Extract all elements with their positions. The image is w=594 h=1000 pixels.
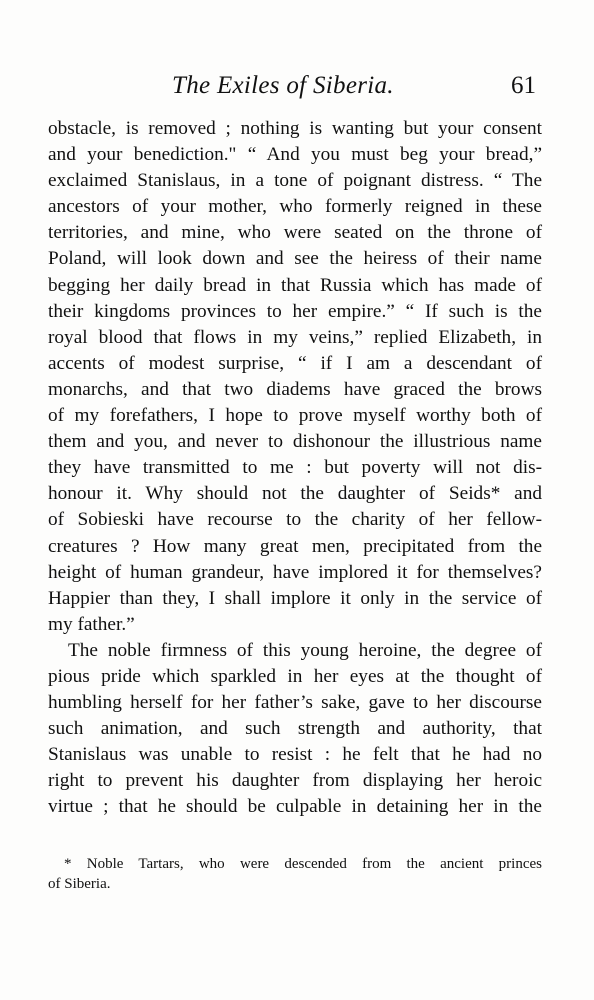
page-number: 61: [511, 72, 536, 99]
text-line: territories, and mine, who were seated on the throne of: [48, 222, 542, 244]
text-line: exclaimed Stanislaus, in a tone of poignant distress. “ The: [48, 170, 542, 192]
text-line: accents of modest surprise, “ if I am a descendant of: [48, 352, 542, 374]
running-title: The Exiles of Siberia.: [172, 72, 394, 99]
page-header: [48, 72, 542, 102]
text-line: Happier than they, I shall implore it only in the service of: [48, 587, 542, 609]
text-line: creatures ? How many great men, precipitated from the: [48, 535, 542, 557]
text-line: their kingdoms provinces to her empire.” “ If such is the: [48, 300, 542, 322]
text-line: of my forefathers, I hope to prove myself worthy both of: [48, 405, 542, 427]
text-line: of Sobieski have recourse to the charity of her fellow-: [48, 509, 542, 531]
text-line: and your benediction." “ And you must beg your bread,”: [48, 144, 542, 166]
text-line: begging her daily bread in that Russia which has made of: [48, 274, 542, 296]
text-line: Poland, will look down and see the heiress of their name: [48, 248, 542, 270]
text-line: monarchs, and that two diadems have graced the brows: [48, 378, 542, 400]
paragraph-start-line: The noble firmness of this young heroine, the degree of: [68, 639, 542, 661]
body-text: [48, 116, 542, 821]
text-line: height of human grandeur, have implored it for themselves?: [48, 561, 542, 583]
text-line: royal blood that flows in my veins,” replied Elizabeth, in: [48, 326, 542, 348]
text-line: they have transmitted to me : but poverty will not dis-: [48, 457, 542, 479]
footnote-line: of Siberia.: [48, 876, 111, 892]
text-line: obstacle, is removed ; nothing is wanting but your consent: [48, 118, 542, 139]
text-line: honour it. Why should not the daughter of Seids* and: [48, 483, 542, 505]
text-line: ancestors of your mother, who formerly reigned in these: [48, 196, 542, 218]
footnote-line: * Noble Tartars, who were descended from the ancient princes: [64, 856, 542, 872]
footnote: [48, 854, 542, 894]
text-line: Stanislaus was unable to resist : he felt that he had no: [48, 744, 542, 766]
text-line: right to prevent his daughter from displaying her heroic: [48, 770, 542, 792]
text-line: virtue ; that he should be culpable in detaining her in the: [48, 796, 542, 818]
text-line: pious pride which sparkled in her eyes at the thought of: [48, 665, 542, 687]
text-line: humbling herself for her father’s sake, gave to her discourse: [48, 692, 542, 714]
text-line: such animation, and such strength and authority, that: [48, 718, 542, 740]
text-line: them and you, and never to dishonour the illustrious name: [48, 431, 542, 453]
paragraph-end-line: my father.”: [48, 613, 135, 635]
